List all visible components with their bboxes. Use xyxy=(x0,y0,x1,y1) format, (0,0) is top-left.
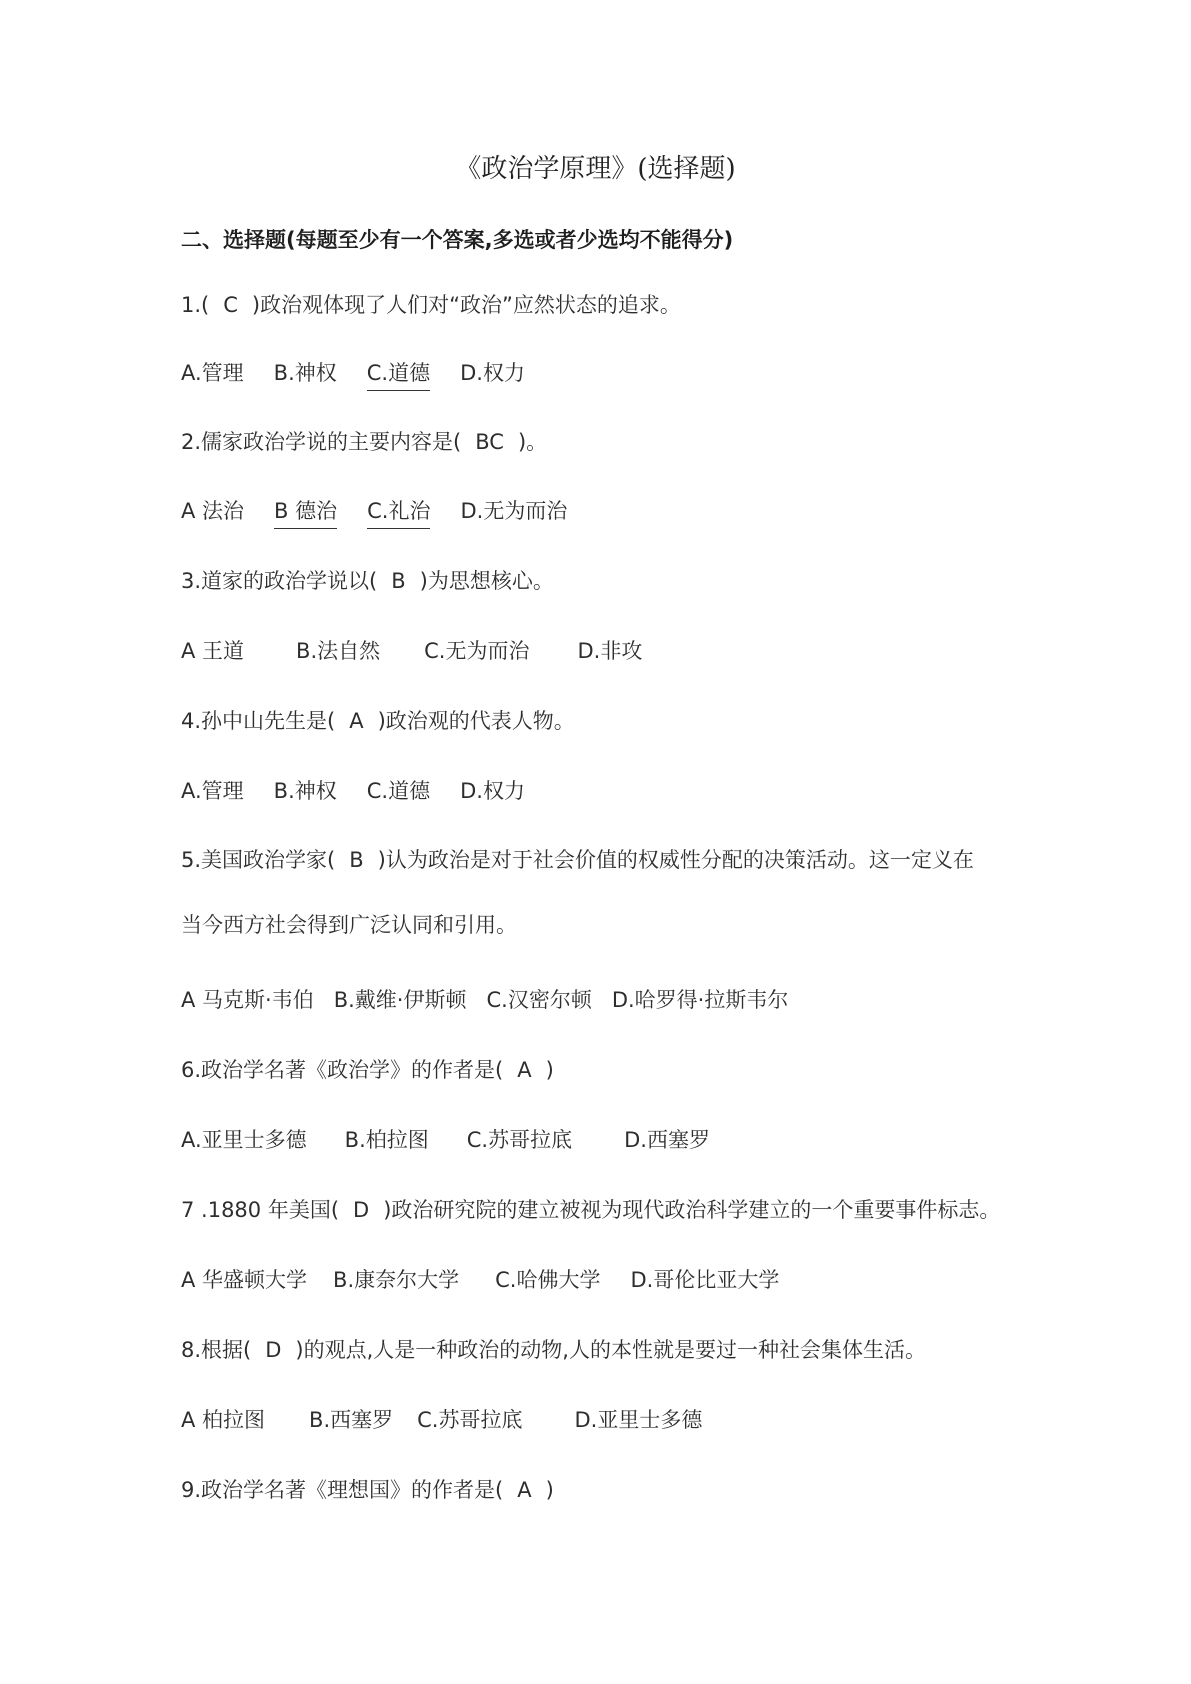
option: B.神权 xyxy=(273,361,337,385)
question-9 xyxy=(181,1475,554,1505)
option: C.道德 xyxy=(366,779,431,803)
option: D.亚里士多德 xyxy=(574,1408,703,1432)
question-8 xyxy=(181,1335,926,1365)
option-underlined: B 德治 xyxy=(274,496,337,529)
option: D.哥伦比亚大学 xyxy=(630,1268,780,1292)
question-6 xyxy=(181,1055,554,1085)
option-underlined: C.道德 xyxy=(367,358,430,391)
options-3 xyxy=(181,636,672,666)
option: C.哈佛大学 xyxy=(495,1268,601,1292)
options-4 xyxy=(181,776,555,806)
question-2 xyxy=(181,427,547,457)
answer: BC xyxy=(475,430,504,454)
question-text: 2.儒家政治学说的主要内容是( xyxy=(181,430,462,454)
answer: A xyxy=(517,1058,532,1082)
option: D.哈罗得·拉斯韦尔 xyxy=(611,988,789,1012)
option: A 华盛顿大学 xyxy=(181,1268,308,1292)
question-text: )为思想核心。 xyxy=(419,569,554,593)
option: B.神权 xyxy=(273,779,337,803)
option: A 王道 xyxy=(181,639,245,663)
answer: A xyxy=(349,709,364,733)
options-2 xyxy=(181,496,597,529)
option: D.权力 xyxy=(460,361,525,385)
document-title: 《政治学原理》(选择题) xyxy=(455,154,736,184)
option: B.康奈尔大学 xyxy=(333,1268,460,1292)
option: A.管理 xyxy=(181,779,244,803)
option: A 法治 xyxy=(181,499,245,523)
question-4 xyxy=(181,706,575,736)
question-text: )的观点,人是一种政治的动物,人的本性就是要过一种社会集体生活。 xyxy=(295,1338,926,1362)
answer: D xyxy=(353,1198,370,1222)
question-text: 8.根据( xyxy=(181,1338,252,1362)
answer: D xyxy=(265,1338,282,1362)
question-text: )政治研究院的建立被视为现代政治科学建立的一个重要事件标志。 xyxy=(383,1198,1001,1222)
question-5 xyxy=(181,845,974,875)
question-3 xyxy=(181,566,554,596)
answer: B xyxy=(349,848,364,872)
option: B.柏拉图 xyxy=(344,1128,429,1152)
question-text: )。 xyxy=(517,430,548,454)
question-text: ) xyxy=(545,1058,554,1082)
option: D.西塞罗 xyxy=(624,1128,710,1152)
question-text: 3.道家的政治学说以( xyxy=(181,569,378,593)
option: A 马克斯·韦伯 xyxy=(181,988,314,1012)
option: C.苏哥拉底 xyxy=(466,1128,573,1152)
option: A 柏拉图 xyxy=(181,1408,266,1432)
option: C.苏哥拉底 xyxy=(417,1408,523,1432)
section-heading: 二、选择题(每题至少有一个答案,多选或者少选均不能得分) xyxy=(181,228,734,252)
options-5 xyxy=(181,985,818,1015)
question-text: )认为政治是对于社会价值的权威性分配的决策活动。这一定义在 xyxy=(377,848,974,872)
question-text: )政治观的代表人物。 xyxy=(377,709,575,733)
question-text: 7 .1880 年美国( xyxy=(181,1198,340,1222)
question-text: ) xyxy=(545,1478,554,1502)
options-7 xyxy=(181,1265,809,1295)
answer: B xyxy=(391,569,406,593)
options-1 xyxy=(181,358,555,391)
option: B.戴维·伊斯顿 xyxy=(333,988,467,1012)
answer: A xyxy=(517,1478,532,1502)
question-1 xyxy=(181,290,681,320)
options-8 xyxy=(181,1405,732,1435)
option: D.无为而治 xyxy=(460,499,568,523)
option: A.管理 xyxy=(181,361,244,385)
question-text: 4.孙中山先生是( xyxy=(181,709,336,733)
question-text: 5.美国政治学家( xyxy=(181,848,336,872)
question-7 xyxy=(181,1195,1000,1225)
option: C.汉密尔顿 xyxy=(486,988,592,1012)
question-text: 6.政治学名著《政治学》的作者是( xyxy=(181,1058,504,1082)
option: D.非攻 xyxy=(577,639,643,663)
option: D.权力 xyxy=(460,779,525,803)
option: B.法自然 xyxy=(296,639,381,663)
answer: C xyxy=(223,293,238,317)
option: C.无为而治 xyxy=(424,639,530,663)
question-text: )政治观体现了人们对“政治”应然状态的追求。 xyxy=(251,293,681,317)
question-text: 9.政治学名著《理想国》的作者是( xyxy=(181,1478,504,1502)
option: A.亚里士多德 xyxy=(181,1128,307,1152)
question-text: 1.( xyxy=(181,293,210,317)
option: B.西塞罗 xyxy=(309,1408,394,1432)
option-underlined: C.礼治 xyxy=(367,496,430,529)
question-5-continued: 当今西方社会得到广泛认同和引用。 xyxy=(181,913,517,937)
options-6 xyxy=(181,1125,740,1155)
